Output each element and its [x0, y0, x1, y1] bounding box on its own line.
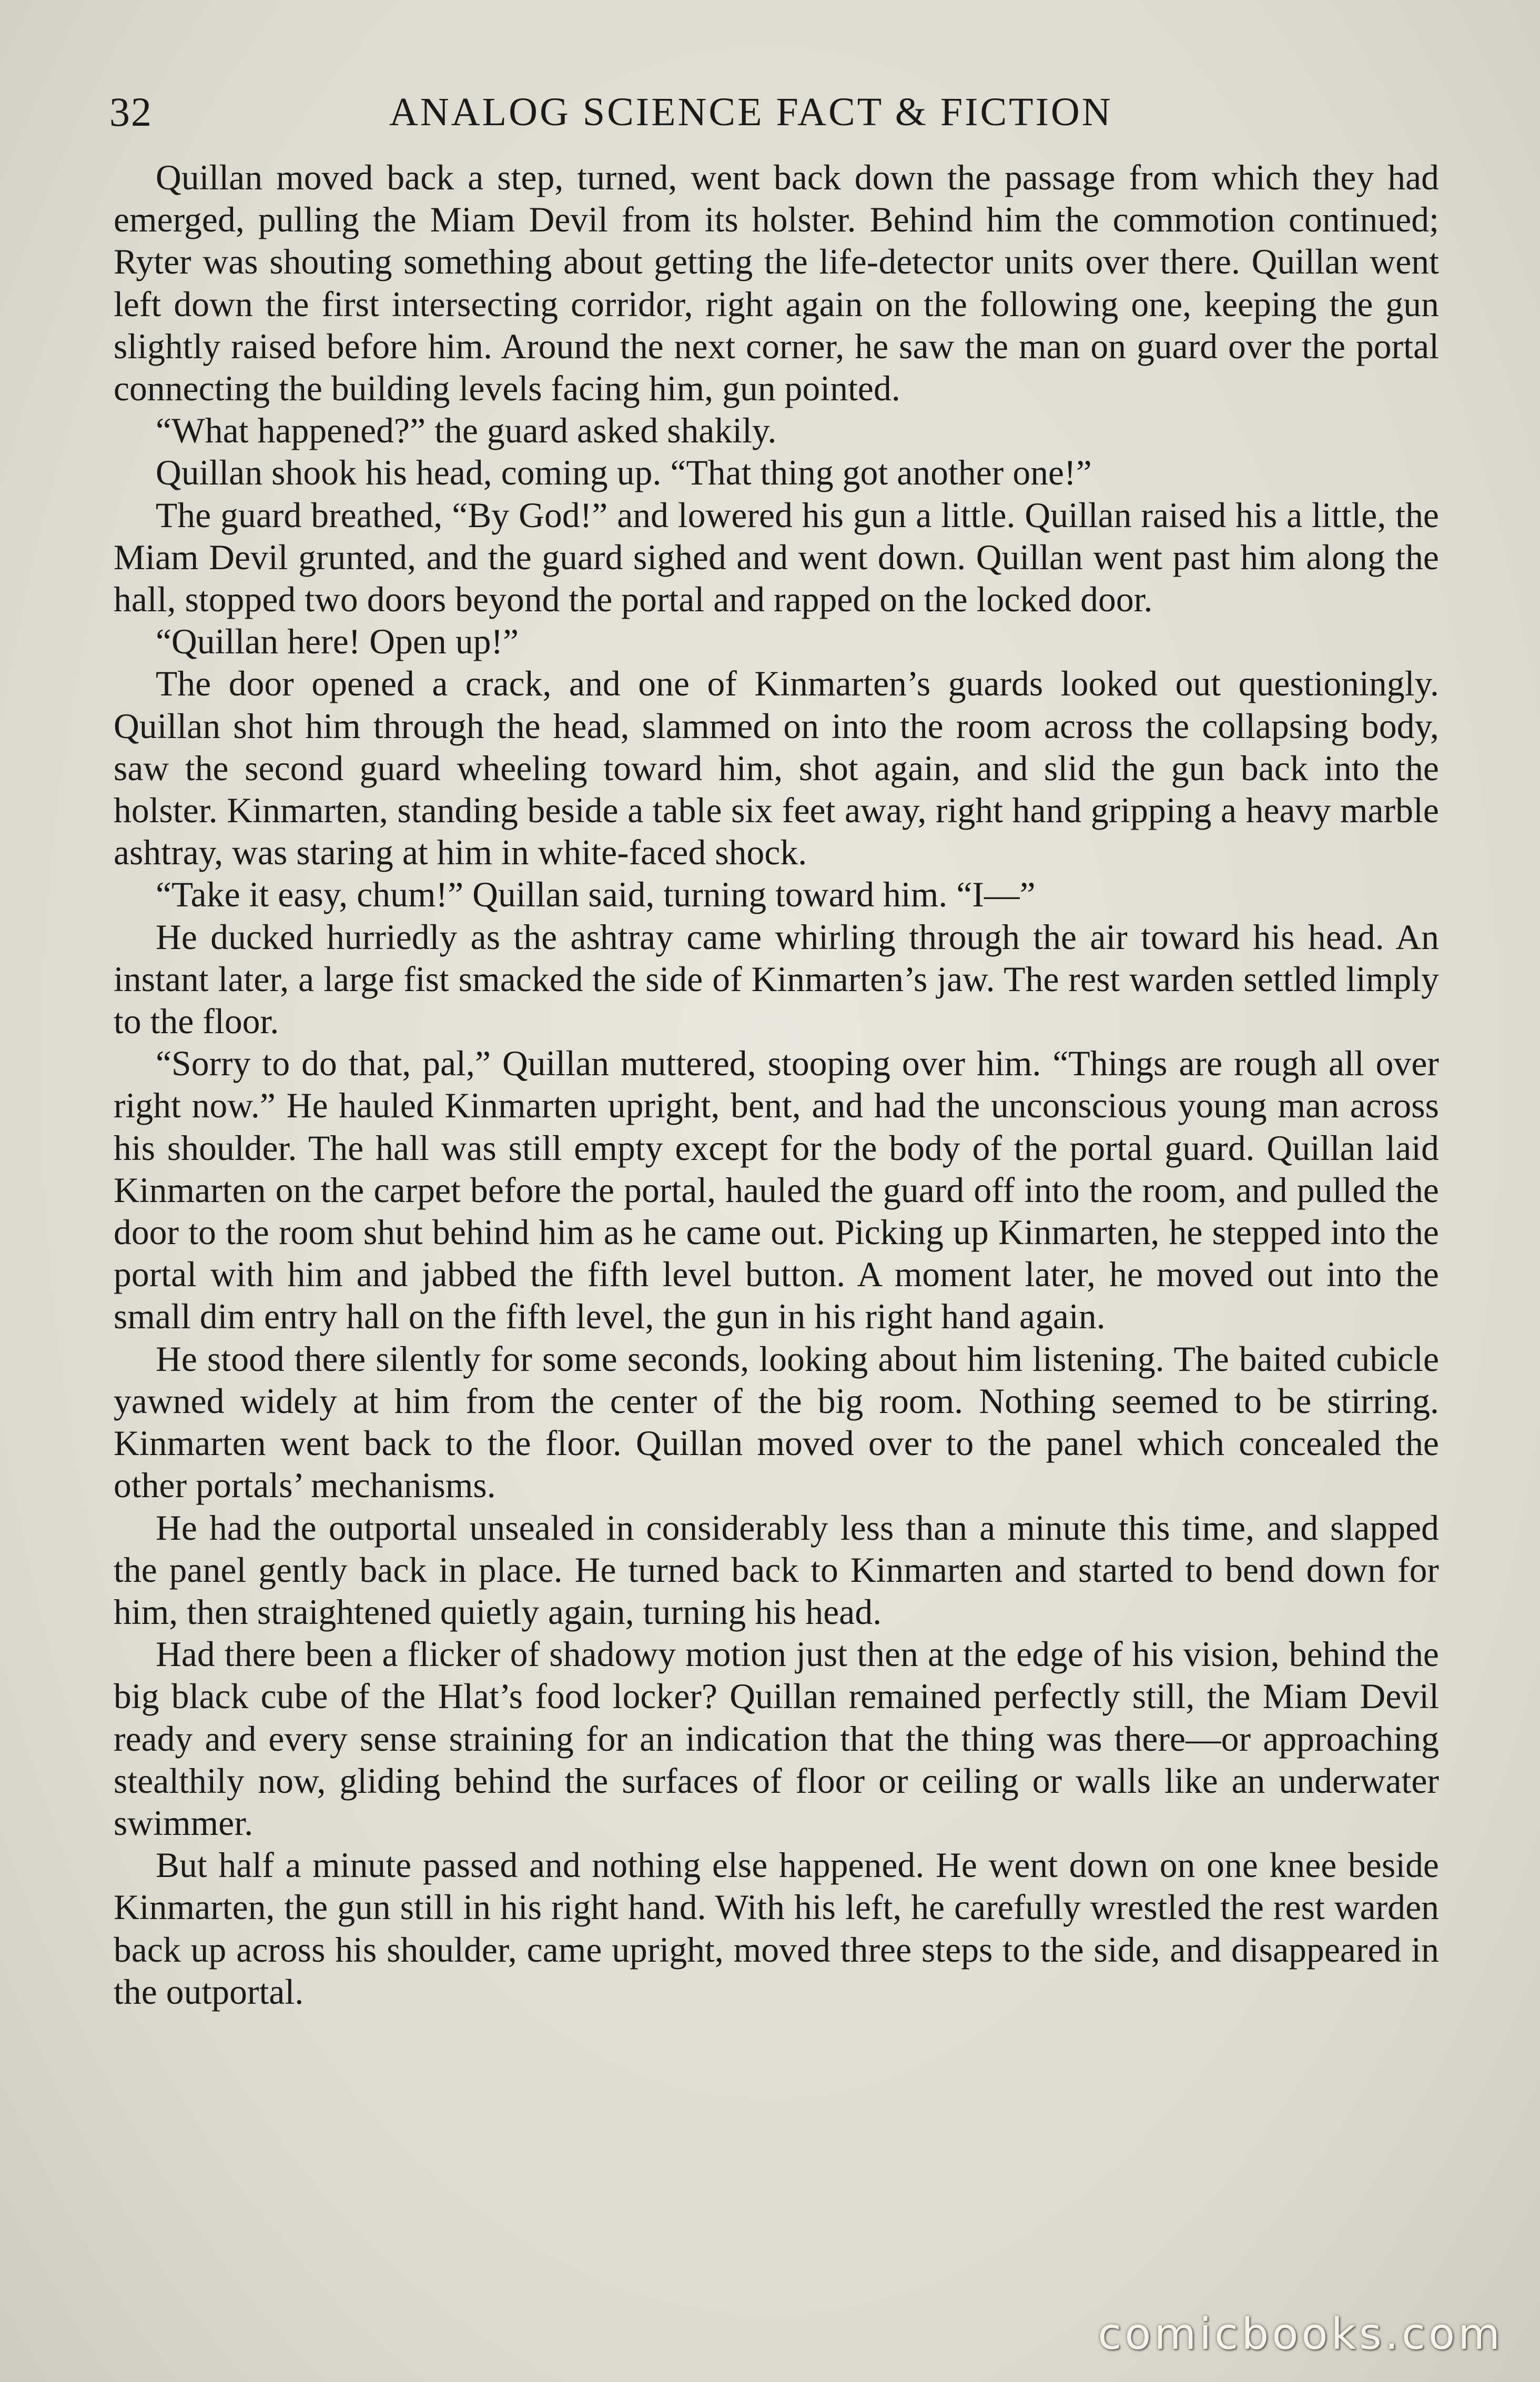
text-column	[114, 157, 1439, 2013]
paragraph: Quillan shook his head, coming up. “That thing got another one!”	[156, 453, 1092, 493]
running-head: ANALOG SCIENCE FACT & FICTION	[389, 90, 1113, 134]
paragraph: He had the outportal unsealed in considerably less than a minute this time, and slapped the panel gently back in place. He turned back to Kinmarten and started to bend down for him, then straightened quietly again, turning his head.	[114, 1508, 1439, 1632]
paragraph: Quillan moved back a step, turned, went back down the passage from which they had emerged, pulling the Miam Devil from its holster. Behind him the commotion continued; Ryter was shouting something about getting the life-detector units over there. Quillan went left down the first intersecting corridor, right again on the following one, keeping the gun slightly raised before him. Around the next corner, he saw the man on guard over the portal connecting the building levels facing him, gun pointed.	[114, 158, 1439, 409]
paragraph: “What happened?” the guard asked shakily.	[156, 411, 777, 451]
paragraph: Had there been a flicker of shadowy motion just then at the edge of his vision, behind the big black cube of the Hlat’s food locker? Quillan remained perfectly still, the Miam Devil ready and every sense straining for an indication that the thing was there—or approaching stealthily now, gliding behind the surfaces of floor or ceiling or walls like an underwater swimmer.	[114, 1634, 1439, 1843]
watermark: comicbooks.com	[1098, 2309, 1503, 2359]
paragraph: “Quillan here! Open up!”	[156, 622, 519, 662]
page-number: 32	[109, 89, 153, 135]
paragraph: The guard breathed, “By God!” and lowered his gun a little. Quillan raised his a little, the Miam Devil grunted, and the guard sighed and went down. Quillan went past him along the hall, stopped two doors beyond the portal and rapped on the locked door.	[114, 495, 1439, 620]
paragraph: He stood there silently for some seconds, looking about him listening. The baited cubicle yawned widely at him from the center of the big room. Nothing seemed to be stirring. Kinmarten went back to the floor. Quillan moved over to the panel which concealed the other portals’ mechanisms.	[114, 1339, 1439, 1506]
paragraph: The door opened a crack, and one of Kinmarten’s guards looked out questioningly. Quillan shot him through the head, slammed on into the room across the collapsing body, saw the second guard wheeling toward him, shot again, and slid the gun back into the holster. Kinmarten, standing beside a table six feet away, right hand gripping a heavy marble ashtray, was staring at him in white-faced shock.	[114, 664, 1439, 873]
paragraph: “Take it easy, chum!” Quillan said, turning toward him. “I—”	[156, 875, 1036, 915]
paragraph: “Sorry to do that, pal,” Quillan muttered, stooping over him. “Things are rough all over right now.” He hauled Kinmarten upright, bent, and had the unconscious young man across his shoulder. The hall was still empty except for the body of the portal guard. Quillan laid Kinmarten on the carpet before the portal, hauled the guard off into the room, and pulled the door to the room shut behind him as he came out. Picking up Kinmarten, he stepped into the portal with him and jabbed the fifth level button. A moment later, he moved out into the small dim entry hall on the fifth level, the gun in his right hand again.	[114, 1044, 1439, 1337]
paragraph: But half a minute passed and nothing else happened. He went down on one knee beside Kinmarten, the gun still in his right hand. With his left, he carefully wrestled the rest warden back up across his shoulder, came upright, moved three steps to the side, and disappeared in the outportal.	[114, 1845, 1439, 2012]
paragraph: He ducked hurriedly as the ashtray came whirling through the air toward his head. An instant later, a large fist smacked the side of Kinmarten’s jaw. The rest warden settled limply to the floor.	[114, 917, 1439, 1042]
